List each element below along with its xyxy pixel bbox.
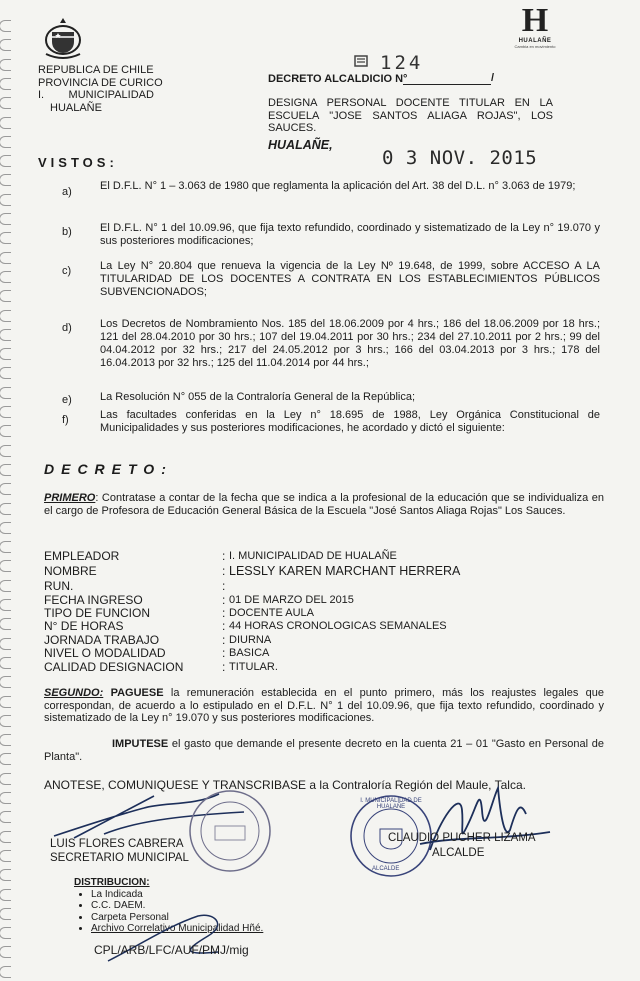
binder-ring [0, 792, 11, 804]
issuing-entity: REPUBLICA DE CHILE PROVINCIA DE CURICO I. MUNICIPALIDAD HUALAÑE [38, 64, 163, 114]
mayor-seal-text: I. MUNICIPALIDAD DE HUALAÑE [360, 798, 422, 810]
field-value: 44 HORAS CRONOLOGICAS SEMANALES [229, 620, 447, 632]
field-colon: : [222, 606, 226, 620]
binder-ring [0, 811, 11, 823]
field-value: TITULAR. [229, 661, 278, 673]
binder-ring [0, 522, 11, 534]
decree-number: 124 [380, 52, 424, 74]
vistos-label-b: b) [62, 226, 72, 238]
binder-ring [0, 503, 11, 515]
hualane-logo: H HUALAÑE Cambia en movimiento [514, 2, 556, 49]
vistos-label-a: a) [62, 186, 72, 198]
binder-ring [0, 213, 11, 225]
vistos-label-c: c) [62, 265, 72, 277]
segundo-label: SEGUNDO: [44, 687, 104, 699]
distribution-signature-icon [88, 906, 288, 966]
field-value: DIURNA [229, 634, 272, 646]
stamp-mark-icon [352, 52, 372, 70]
distribution-item: • Carpeta Personal [91, 912, 263, 924]
decree-date-stamp: 0 3 NOV. 2015 [382, 147, 538, 169]
binder-ring [0, 59, 11, 71]
binder-ring [0, 773, 11, 785]
city: HUALAÑE, [268, 138, 333, 152]
binder-ring [0, 271, 11, 283]
field-value: DOCENTE AULA [229, 607, 314, 619]
binder-ring [0, 174, 11, 186]
distribution-item: • La Indicada [91, 889, 263, 901]
field-colon: : [222, 619, 226, 633]
field-value: I. MUNICIPALIDAD DE HUALAÑE [229, 550, 397, 562]
binder-ring [0, 445, 11, 457]
mayor-name: CLAUDIO PUCHER LIZAMA [388, 832, 536, 844]
field-value: 01 DE MARZO DEL 2015 [229, 594, 354, 606]
binder-ring [0, 560, 11, 572]
field-value: BASICA [229, 647, 270, 659]
designation-subject: DESIGNA PERSONAL DOCENTE TITULAR EN LA ESCUELA "JOSE SANTOS ALIAGA ROJAS", LOS SAUCES. [268, 97, 553, 134]
binder-ring [0, 406, 11, 418]
mayor-seal-bottom: ALCALDE [372, 866, 400, 872]
binder-ring [0, 889, 11, 901]
distribution-item: • Archivo Correlativo Municipalidad Hñé. [91, 923, 263, 935]
chile-coat-of-arms-icon [42, 16, 84, 60]
mayor-title: ALCALDE [432, 847, 485, 859]
binder-ring [0, 618, 11, 630]
binder-ring [0, 580, 11, 592]
binder-ring [0, 483, 11, 495]
binder-ring [0, 367, 11, 379]
field-colon: : [222, 579, 226, 593]
vistos-item-a: El D.F.L. N° 1 – 3.063 de 1980 que reglamenta la aplicación del Art. 38 del D.L. n° 3.063 de 1979; [100, 180, 576, 192]
binder-ring [0, 252, 11, 264]
binder-ring [0, 117, 11, 129]
vistos-item-e: La Resolución N° 055 de la Contraloría General de la República; [100, 391, 416, 403]
field-label: RUN. [44, 579, 74, 593]
binder-ring [0, 20, 11, 32]
binder-ring [0, 78, 11, 90]
secretary-name: LUIS FLORES CABRERA [50, 838, 184, 850]
binder-ring [0, 136, 11, 148]
binder-ring [0, 329, 11, 341]
binder-ring [0, 966, 11, 978]
secretary-seal-icon [185, 786, 275, 876]
primero-label: PRIMERO [44, 492, 96, 504]
vistos-item-b: El D.F.L. N° 1 del 10.09.96, que fija texto refundido, coordinado y sistematizado de la Ley n° 19.070 y sus posteriores modificaciones; [100, 222, 600, 247]
decreto-heading: DECRETO: [44, 461, 173, 477]
distribution-list: DISTRIBUCION: • La Indicada • C.C. DAEM. • Carpeta Personal • Archivo Correlativo Municipalidad Hñé. [74, 877, 263, 935]
binder-ring [0, 425, 11, 437]
binder-ring [0, 908, 11, 920]
field-label: N° DE HORAS [44, 619, 124, 633]
binder-ring [0, 657, 11, 669]
decree-number-line [403, 84, 491, 85]
binder-ring [0, 290, 11, 302]
binder-ring [0, 927, 11, 939]
field-colon: : [222, 564, 226, 578]
field-colon: : [222, 660, 226, 674]
binder-ring [0, 387, 11, 399]
binder-ring [0, 753, 11, 765]
vistos-label-e: e) [62, 394, 72, 406]
field-colon: : [222, 549, 226, 563]
binder-ring [0, 194, 11, 206]
imputese-paragraph: IMPUTESE el gasto que demande el presente decreto en la cuenta 21 – 01 "Gasto en Personal de Planta". [44, 738, 604, 763]
field-label: FECHA INGRESO [44, 593, 143, 607]
field-label: NOMBRE [44, 564, 97, 578]
binder-ring [0, 676, 11, 688]
field-label: NIVEL O MODALIDAD [44, 646, 166, 660]
binder-ring [0, 464, 11, 476]
anotese-line: ANOTESE, COMUNIQUESE Y TRANSCRIBASE a la Contraloría Región del Maule, Talca. [44, 778, 526, 792]
vistos-label-f: f) [62, 414, 69, 426]
vistos-item-d: Los Decretos de Nombramiento Nos. 185 del 18.06.2009 por 4 hrs.; 186 del 18.06.2009 por 18 hrs.; 121 del 28.04.2010 por 30 hrs.; 107 del 19.04.2011 por 30 hrs.; 234 del 27.10.2011 por 2 hrs.; 99 del 04.04.2012 por 32 hrs.; 217 del 24.05.2012 por 3 hrs.; 166 del 03.04.2013 por 3 hrs.; 178 del 16.04.2013 por 32 hrs.; 125 del 11.04.2014 por 44 hrs.; [100, 318, 600, 369]
field-label: JORNADA TRABAJO [44, 633, 160, 647]
binder-ring [0, 734, 11, 746]
decree-slash: / [491, 72, 495, 84]
binder-ring [0, 946, 11, 958]
vistos-heading: VISTOS: [38, 155, 118, 170]
field-label: EMPLEADOR [44, 549, 120, 563]
binder-ring [0, 869, 11, 881]
segundo-paragraph: SEGUNDO: PAGUESE la remuneración establecida en el punto primero, más los reajustes legales que correspondan, de acuerdo a lo estipulado en el D.F.L. N° 1 del 10.09.96, que fija texto refundido, coordinado y sistematizado de la Ley n° 19.070 y sus posteriores modificaciones. [44, 687, 605, 724]
field-value: LESSLY KAREN MARCHANT HERRERA [229, 564, 461, 578]
binder-ring [0, 155, 11, 167]
field-colon: : [222, 633, 226, 647]
binder-ring [0, 696, 11, 708]
vistos-item-f: Las facultades conferidas en la Ley n° 18.695 de 1988, Ley Orgánica Constitucional de Municipalidades y sus posteriores modificaciones, he acordado y dictó el siguiente: [100, 409, 600, 434]
primero-paragraph: PRIMERO: Contratase a contar de la fecha que se indica a la profesional de la educación que se individualiza en el cargo de Profesora de Educación General Básica de la Escuela "José Santos Aliaga Rojas" Los Sauces. [44, 492, 604, 517]
binder-ring [0, 715, 11, 727]
distribution-item: • C.C. DAEM. [91, 900, 263, 912]
binder-ring [0, 850, 11, 862]
vistos-label-d: d) [62, 322, 72, 334]
secretary-title: SECRETARIO MUNICIPAL [50, 852, 189, 864]
vistos-item-c: La Ley N° 20.804 que renueva la vigencia de la Ley Nº 19.648, de 1999, sobre ACCESO A LA TITULARIDAD DE LOS DOCENTES A CONTRATA EN LOS ESTABLECIMIENTOS PÚBLICOS SUBVENCIONADOS; [100, 260, 600, 298]
field-colon: : [222, 593, 226, 607]
binder-ring [0, 541, 11, 553]
binder-ring [0, 599, 11, 611]
binder-ring [0, 348, 11, 360]
binder-ring [0, 310, 11, 322]
document-reference: CPL/ARB/LFC/AUF/PMJ/mig [94, 943, 249, 957]
binder-ring [0, 638, 11, 650]
decree-title: DECRETO ALCALDICIO N° [268, 73, 408, 85]
binder-ring [0, 831, 11, 843]
field-label: CALIDAD DESIGNACION [44, 660, 184, 674]
field-label: TIPO DE FUNCION [44, 606, 151, 620]
field-colon: : [222, 646, 226, 660]
binder-ring [0, 232, 11, 244]
binder-ring [0, 97, 11, 109]
binder-ring [0, 39, 11, 51]
